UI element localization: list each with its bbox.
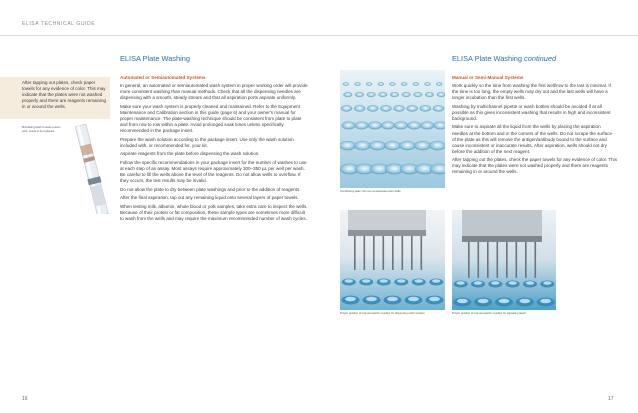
left-page-title: ELISA Plate Washing xyxy=(120,54,190,63)
left-paragraph: Aspirate reagents from the plate before dispensing the wash solution. xyxy=(120,151,260,157)
overflowing-plate-photo xyxy=(340,70,445,188)
left-paragraph: In general, an automated or semiautomated wash system in proper working order will provide more consistent washing than manual methods. Check that all the dispensing needles are dispensing with a smooth, steady stream and that all aspiration ports aspirate uniformly. xyxy=(120,83,308,101)
aspirating-photo xyxy=(452,210,556,310)
right-body xyxy=(452,83,617,178)
tube-caption: Microbial growth in wash system tube; needs to be replaced. xyxy=(22,126,61,133)
left-paragraph: Prepare the wash solution according to the package insert. Use only the wash solution included with, or recommended for, your kit. xyxy=(120,136,294,148)
right-subheading: Manual or Semi-Manual Systems xyxy=(452,75,524,80)
dispensing-photo xyxy=(340,210,445,310)
header-divider xyxy=(0,35,638,36)
right-title-continued: continued xyxy=(524,54,557,63)
right-paragraph: Make sure to aspirate all the liquid from the wells by placing the aspiration needles at the bottom and in the corners of the wells. Do not scrape the surface of the plate as this will remove the antigen/antibody bound to the surface and cause inconsistent or inaccurate results. After aspiration, wells should not dry before the addition of the next reagent. xyxy=(452,124,612,154)
aspirating-caption: Proper position of manual washer needles for aspirating liquid xyxy=(452,312,526,315)
overflowing-plate-caption: Overflowing plate; this can contaminate other wells. xyxy=(340,190,402,193)
page-number-right: 17 xyxy=(608,396,614,402)
right-paragraph: Work quickly so the time from washing the first well/row to the last is minimal. If the time is too long, the empty wells may dry out and the last wells will have a longer incubation than the first wells. xyxy=(452,83,611,101)
page-number-left: 16 xyxy=(22,396,28,402)
left-paragraph: When testing milk, albumin, whole blood or yolk samples, take extra care to inspect the wells. Because of their protein or fat composition, these sample types are sometimes more difficult to wash from the wells and may require the maximum recommended number of wash cycles. xyxy=(120,203,308,222)
dispensing-caption: Proper position of manual washer needles for dispensing wash solution xyxy=(340,312,425,315)
right-page-title xyxy=(452,54,556,63)
callout-text: After tapping out plates, check paper towels for any evidence of color. This may indicate that the plates were not washed properly and there are reagents remaining in or around the wells. xyxy=(22,80,107,109)
right-paragraph: After tapping out the plates, check the paper towels for any evidence of color. This may indicate that the plates were not washed properly and there are reagents remaining in or around the wells. xyxy=(452,157,617,175)
left-subheading: Automated or Semiautomated Systems xyxy=(120,75,206,80)
tube-photo xyxy=(72,124,112,214)
left-paragraph: Do not allow the plate to dry between plate washings and prior to the addition of reagents. xyxy=(120,186,301,192)
left-paragraph: Make sure your wash system is properly cleaned and maintained. Refer to the Equipment Maintenance and Calibration section in this guide (page 6) and your owner's manual for proper maintenance. The plate-washing technique should be consistent from plate to plate and from row to row within a plate. Avoid prolonged soak times unless specifically recommended in the package insert. xyxy=(120,103,302,133)
right-title-main: ELISA Plate Washing xyxy=(452,54,522,63)
guide-header: ELISA TECHNICAL GUIDE xyxy=(22,21,96,27)
left-paragraph: After the final aspiration, tap out any remaining liquid onto several layers of paper towels. xyxy=(120,195,299,201)
right-paragraph: Washing by multichannel pipette or wash bottles should be avoided if at all possible as this gives inconsistent washing that results in high and inconsistent background. xyxy=(452,103,611,121)
left-paragraph: Follow the specific recommendations in your package insert for the number of washes to use at each step of an assay. Most assays require approximately 300–350 µL per well per wash. Be careful to fill the wells above the level of the reagents. Do not allow wells to overflow. If they occurs, the test results may be invalid. xyxy=(120,159,307,184)
left-body xyxy=(120,83,308,225)
